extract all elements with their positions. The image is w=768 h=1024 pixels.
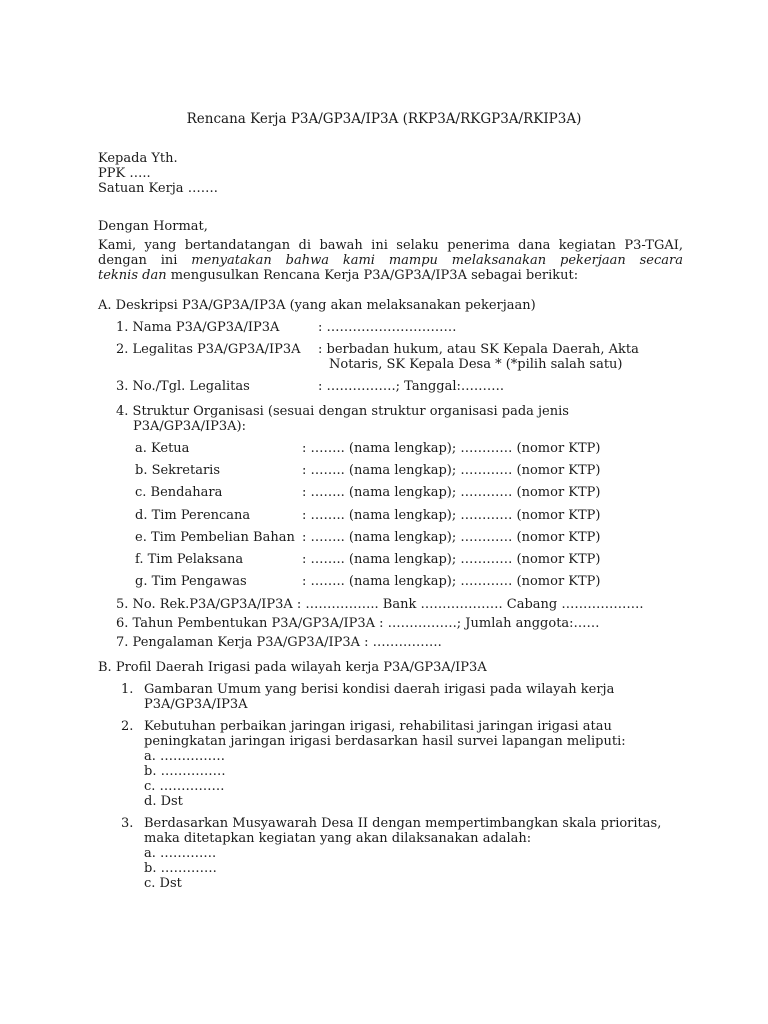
item-b2-sub: d. Dst [144, 794, 183, 809]
role-value: : …….. (nama lengkap); ………… (nomor KTP) [302, 530, 601, 545]
recipient-line-3: Satuan Kerja ……. [98, 181, 218, 196]
intro-line-3-text: mengusulkan Rencana Kerja P3A/GP3A/IP3A sebagai berikut: [166, 268, 579, 283]
item-a3-label: 3. No./Tgl. Legalitas [116, 379, 250, 394]
item-b3-line-2: maka ditetapkan kegiatan yang akan dilaksanakan adalah: [144, 831, 532, 846]
intro-line-2-text: dengan ini [98, 253, 192, 268]
item-a7: 7. Pengalaman Kerja P3A/GP3A/IP3A : ……………. [116, 635, 442, 650]
item-a2-label: 2. Legalitas P3A/GP3A/IP3A [116, 342, 301, 357]
item-b3-sub: a. …………. [144, 846, 217, 861]
item-b1-line-2: P3A/GP3A/IP3A [144, 697, 248, 712]
item-b2-sub: b. …………… [144, 764, 226, 779]
role-label: b. Sekretaris [135, 463, 220, 478]
item-a1-label: 1. Nama P3A/GP3A/IP3A [116, 320, 280, 335]
item-a2-value-2: Notaris, SK Kepala Desa * (*pilih salah satu) [329, 357, 623, 372]
item-b1-number: 1. [121, 682, 134, 697]
document-title: Rencana Kerja P3A/GP3A/IP3A (RKP3A/RKGP3A/RKIP3A) [186, 111, 582, 127]
role-value: : …….. (nama lengkap); ………… (nomor KTP) [302, 463, 601, 478]
role-label: g. Tim Pengawas [135, 574, 247, 589]
role-label: a. Ketua [135, 441, 190, 456]
item-b2-sub: a. …………… [144, 749, 226, 764]
item-a5: 5. No. Rek.P3A/GP3A/IP3A : …………….. Bank ………………. Cabang ………………. [116, 597, 644, 612]
item-b3-line-1: Berdasarkan Musyawarah Desa II dengan mempertimbangkan skala prioritas, [144, 816, 662, 831]
greeting: Dengan Hormat, [98, 219, 208, 234]
role-value: : …….. (nama lengkap); ………… (nomor KTP) [302, 508, 601, 523]
role-label: c. Bendahara [135, 485, 223, 500]
item-a4-line-1: 4. Struktur Organisasi (sesuai dengan struktur organisasi pada jenis [116, 404, 569, 419]
section-a-heading: A. Deskripsi P3A/GP3A/IP3A (yang akan melaksanakan pekerjaan) [98, 298, 536, 313]
item-b2-line-2: peningkatan jaringan irigasi berdasarkan hasil survei lapangan meliputi: [144, 734, 626, 749]
item-b2-number: 2. [121, 719, 134, 734]
item-a6: 6. Tahun Pembentukan P3A/GP3A/IP3A : …………….; Jumlah anggota:…… [116, 616, 600, 631]
item-b3-sub: b. …………. [144, 861, 217, 876]
item-a4-line-2: P3A/GP3A/IP3A): [133, 419, 246, 434]
item-a1-value: : ………………………… [318, 320, 457, 335]
item-b3-sub: c. Dst [144, 876, 182, 891]
role-value: : …….. (nama lengkap); ………… (nomor KTP) [302, 441, 601, 456]
recipient-line-1: Kepada Yth. [98, 151, 178, 166]
item-b3-number: 3. [121, 816, 134, 831]
item-b2-line-1: Kebutuhan perbaikan jaringan irigasi, rehabilitasi jaringan irigasi atau [144, 719, 612, 734]
role-value: : …….. (nama lengkap); ………… (nomor KTP) [302, 552, 601, 567]
intro-line-3-italic: teknis dan [98, 268, 167, 283]
role-label: f. Tim Pelaksana [135, 552, 244, 567]
item-b2-sub: c. …………… [144, 779, 225, 794]
role-label: d. Tim Perencana [135, 508, 251, 523]
intro-line-1: Kami, yang bertandatangan di bawah ini selaku penerima dana kegiatan P3-TGAI, [98, 238, 683, 253]
intro-line-2 [98, 253, 683, 268]
role-value: : …….. (nama lengkap); ………… (nomor KTP) [302, 485, 601, 500]
section-b-heading: B. Profil Daerah Irigasi pada wilayah kerja P3A/GP3A/IP3A [98, 660, 487, 675]
item-b1-line-1: Gambaran Umum yang berisi kondisi daerah irigasi pada wilayah kerja [144, 682, 615, 697]
role-label: e. Tim Pembelian Bahan [135, 530, 295, 545]
item-a3-value: : …………….; Tanggal:………. [318, 379, 505, 394]
recipient-line-2: PPK ….. [98, 166, 151, 181]
role-value: : …….. (nama lengkap); ………… (nomor KTP) [302, 574, 601, 589]
item-a2-value-1: : berbadan hukum, atau SK Kepala Daerah, Akta [318, 342, 639, 357]
intro-line-2-italic: menyatakan bahwa kami mampu melaksanakan pekerjaan secara [191, 253, 683, 268]
intro-line-3 [98, 268, 578, 283]
